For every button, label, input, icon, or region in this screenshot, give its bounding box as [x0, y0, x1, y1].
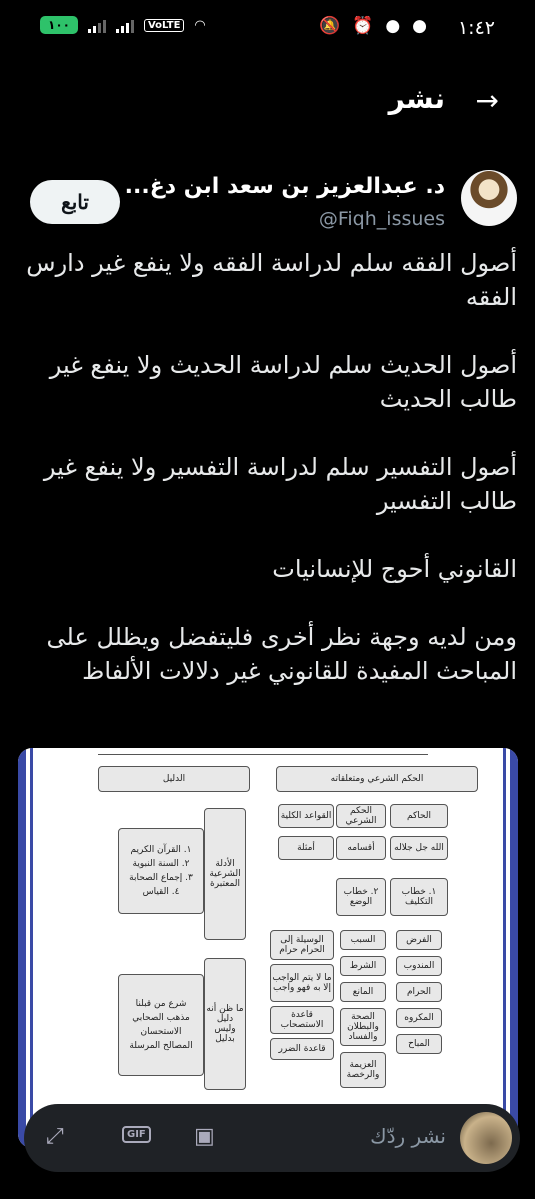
image-border-left-inner — [30, 748, 33, 1148]
mute-icon: 🔕 — [318, 16, 341, 36]
diagram-wad-item: السبب — [340, 930, 386, 950]
wifi-icon: ◠ — [194, 17, 206, 33]
diagram-node-wad: ٢. خطاب الوضع — [336, 878, 386, 916]
status-right — [319, 16, 427, 36]
diagram-example-item: قاعدة الاستصحاب — [270, 1006, 334, 1034]
gif-icon[interactable]: GIF — [122, 1126, 151, 1143]
image-icon[interactable]: ▣ — [194, 1124, 215, 1149]
diagram-taklif-item: المباح — [396, 1034, 442, 1054]
diagram-disputed-item: مذهب الصحابي — [132, 1013, 190, 1023]
diagram-wad-item: الشرط — [340, 956, 386, 976]
tweet-paragraph: ومن لديه وجهة نظر أخرى فليتفضل ويظلل على المباحث المفيدة للقانوني غير دلالات الألفاظ — [46, 623, 517, 685]
diagram-agreed-title: الأدلة الشرعية المعتبرة — [204, 808, 246, 940]
diagram-node-rule: الحكم الشرعي — [336, 804, 386, 828]
diagram-agreed-item: ٣. إجماع الصحابة — [129, 873, 193, 883]
diagram-wad-item: المانع — [340, 982, 386, 1002]
diagram-agreed-item: ٢. السنة النبوية — [132, 859, 190, 869]
notification-icon: ● — [412, 16, 427, 36]
diagram-disputed-item: شرع من قبلنا — [135, 999, 187, 1009]
diagram-taklif-item: المكروه — [396, 1008, 442, 1028]
author-name[interactable]: د. عبدالعزيز بن سعد ابن دغ... — [124, 174, 445, 199]
battery-indicator: ١٠٠ — [40, 16, 78, 34]
diagram-connector — [98, 754, 428, 755]
tweet-paragraph: أصول التفسير سلم لدراسة التفسير ولا ينفع غير طالب التفسير — [43, 453, 517, 515]
status-left — [40, 16, 206, 34]
tweet-paragraph: أصول الفقه سلم لدراسة الفقه ولا ينفع غير دارس الفقه — [26, 249, 517, 311]
reply-input[interactable]: نشر ردّك — [370, 1124, 446, 1148]
page-title: نشر — [388, 82, 445, 115]
diagram-disputed-item: المصالح المرسلة — [129, 1041, 193, 1051]
diagram-disputed-item: الاستحسان — [140, 1027, 182, 1037]
tweet-paragraph: القانوني أحوج للإنسانيات — [272, 555, 517, 583]
signal-icon-2 — [116, 17, 134, 33]
follow-button[interactable]: تابع — [30, 180, 120, 224]
status-bar — [0, 0, 535, 56]
diagram-node-general-rules: القواعد الكلية — [278, 804, 334, 828]
diagram-example-item: قاعدة الضرر — [270, 1038, 334, 1060]
diagram-wad-item: الصحة والبطلان والفساد — [340, 1008, 386, 1046]
diagram-agreed-item: ١. القرآن الكريم — [130, 845, 192, 855]
top-header — [0, 60, 535, 140]
volte-badge: VoLTE — [144, 19, 184, 32]
chat-icon: ● — [385, 16, 401, 36]
image-border-left — [18, 748, 26, 1148]
diagram-node-hakim: الحاكم — [390, 804, 448, 828]
author-avatar[interactable] — [461, 170, 517, 226]
diagram-disputed-list — [118, 974, 204, 1076]
diagram-node-rule-sub: أقسامه — [336, 836, 386, 860]
user-avatar[interactable] — [460, 1112, 512, 1164]
diagram-disputed-title: ما ظن أنه دليل وليس بدليل — [204, 958, 246, 1090]
expand-icon[interactable]: ⤢ — [46, 1124, 64, 1149]
tweet-paragraph: أصول الحديث سلم لدراسة الحديث ولا ينفع غير طالب الحديث — [49, 351, 517, 413]
author-handle[interactable]: @Fiqh_issues — [318, 208, 445, 230]
diagram-wad-item: العزيمة والرخصة — [340, 1052, 386, 1088]
diagram-node-taklif: ١. خطاب التكليف — [390, 878, 448, 916]
clock: ١:٤٢ — [457, 17, 495, 39]
reply-bar — [24, 1104, 520, 1172]
alarm-icon: ⏰ — [352, 16, 374, 36]
diagram-node-hukm: الحكم الشرعي ومتعلقاته — [276, 766, 478, 792]
image-border-right — [510, 748, 518, 1148]
diagram-taklif-item: الفرض — [396, 930, 442, 950]
signal-icon — [88, 17, 106, 33]
diagram-taklif-item: الحرام — [396, 982, 442, 1002]
diagram-node-general-rules-sub: أمثلة — [278, 836, 334, 860]
arrow-right-icon[interactable]: → — [475, 84, 499, 117]
tweet-text — [17, 246, 517, 722]
diagram-taklif-item: المندوب — [396, 956, 442, 976]
image-border-right-inner — [503, 748, 506, 1148]
diagram-example-item: ما لا يتم الواجب إلا به فهو واجب — [270, 964, 334, 1002]
diagram-example-item: الوسيلة إلى الحرام حرام — [270, 930, 334, 960]
diagram-node-dalil: الدليل — [98, 766, 250, 792]
diagram-agreed-item: ٤. القياس — [142, 887, 180, 897]
tweet-image[interactable] — [18, 748, 518, 1148]
diagram-node-hakim-sub: الله جل جلاله — [390, 836, 448, 860]
diagram-agreed-list — [118, 828, 204, 914]
